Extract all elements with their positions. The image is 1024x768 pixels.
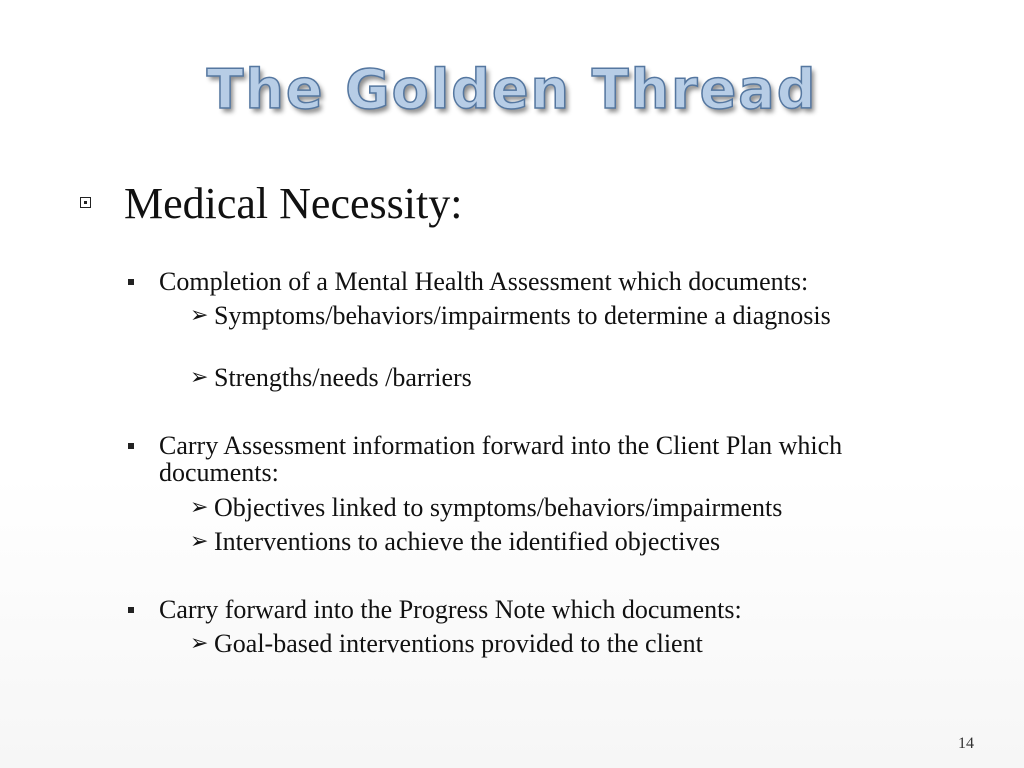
section-1-item-1-text: Symptoms/behaviors/impairments to determine a diagnosis	[214, 301, 831, 330]
section-1-item-2	[190, 364, 930, 391]
small-square-bullet-icon	[128, 443, 134, 449]
heading-medical-necessity: Medical Necessity:	[124, 179, 463, 228]
section-1-item-1	[190, 302, 930, 329]
section-3-item-1	[190, 630, 930, 657]
section-1-item-2-text: Strengths/needs /barriers	[214, 363, 472, 392]
small-square-bullet-icon	[128, 279, 134, 285]
section-2-item-2	[190, 528, 930, 555]
arrow-bullet-icon: ➢	[190, 365, 209, 390]
section-2-item-1	[190, 494, 930, 521]
page-number: 14	[958, 735, 974, 752]
arrow-bullet-icon: ➢	[190, 303, 209, 328]
section-1-text: Completion of a Mental Health Assessment which documents:	[159, 267, 809, 296]
section-3-bullet	[128, 596, 968, 623]
section-2-text: Carry Assessment information forward into the Client Plan which documents:	[159, 431, 843, 487]
slide-title: The Golden Thread	[206, 58, 818, 121]
section-2-item-1-text: Objectives linked to symptoms/behaviors/impairments	[214, 493, 783, 522]
section-1-bullet	[128, 268, 968, 295]
arrow-bullet-icon: ➢	[190, 495, 209, 520]
small-square-bullet-icon	[128, 607, 134, 613]
square-bullet-icon	[80, 197, 91, 208]
section-2-bullet	[128, 432, 968, 486]
section-2-item-2-text: Interventions to achieve the identified objectives	[214, 527, 721, 556]
section-3-text: Carry forward into the Progress Note which documents:	[159, 595, 742, 624]
arrow-bullet-icon: ➢	[190, 529, 209, 554]
arrow-bullet-icon: ➢	[190, 631, 209, 656]
section-3-item-1-text: Goal-based interventions provided to the client	[214, 629, 703, 658]
